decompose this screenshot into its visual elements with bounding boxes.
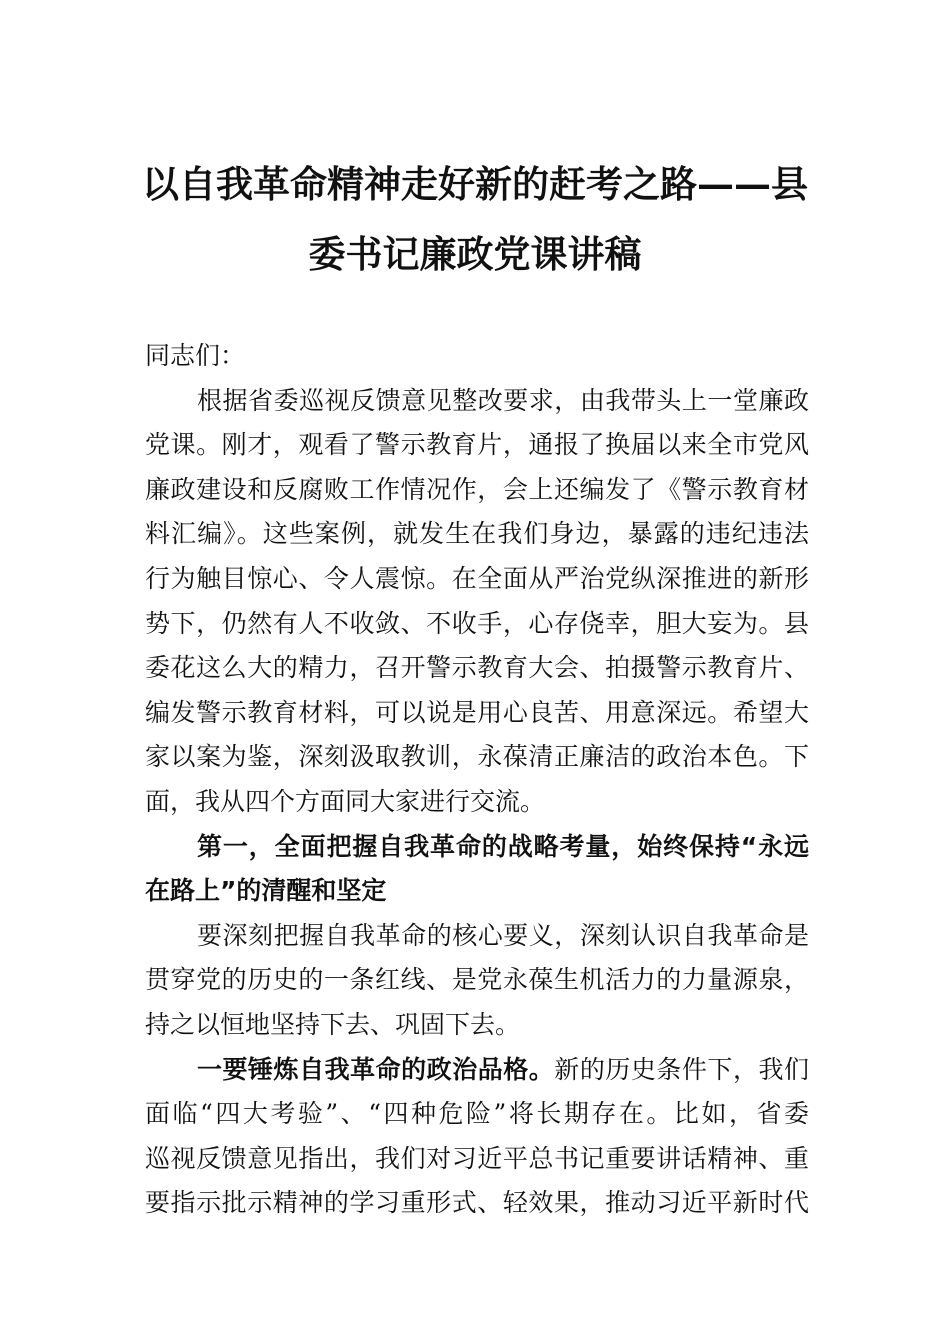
paragraph-1-line: 料汇编》。这些案例，就发生在我们身边，暴露的违纪违法: [145, 519, 809, 549]
paragraph-3-line: [145, 1048, 809, 1093]
paragraph-3-line: 要指示批示精神的学习重形式、轻效果，推动习近平新时代: [145, 1188, 809, 1218]
paragraph-2-line: 要深刻把握自我革命的核心要义，深刻认识自我革命是: [197, 920, 809, 950]
document-body: [145, 334, 809, 1226]
paragraph-1-line: 廉政建设和反腐败工作情况作，会上还编发了《警示教育材: [145, 474, 809, 504]
paragraph-3-line: 面临“四大考验”、“四种危险”将长期存在。比如，省委: [145, 1099, 809, 1129]
section-heading-1-line: 在路上”的清醒和坚定: [145, 876, 387, 906]
section-heading-1-line: 第一，全面把握自我革命的战略考量，始终保持“永远: [197, 831, 809, 861]
paragraph-1-line: 家以案为鉴，深刻汲取教训，永葆清正廉洁的政治本色。下: [145, 742, 809, 772]
document-title-line-1: 以自我革命精神走好新的赶考之路——县: [142, 162, 808, 206]
paragraph-1-line: 党课。刚才，观看了警示教育片，通报了换届以来全市党风: [145, 430, 809, 460]
paragraph-1-line: 根据省委巡视反馈意见整改要求，由我带头上一堂廉政: [197, 385, 809, 415]
paragraph-3-line: 巡视反馈意见指出，我们对习近平总书记重要讲话精神、重: [145, 1143, 809, 1173]
paragraph-1-line: 编发警示教育材料，可以说是用心良苦、用意深远。希望大: [145, 697, 809, 727]
paragraph-1-line: 行为触目惊心、令人震惊。在全面从严治党纵深推进的新形: [145, 563, 809, 593]
paragraph-1-line: 面，我从四个方面同大家进行交流。: [145, 786, 546, 816]
paragraph-2-line: 贯穿党的历史的一条红线、是党永葆生机活力的力量源泉，: [145, 965, 809, 995]
paragraph-3-lead-bold: 一要锤炼自我革命的政治品格。: [197, 1054, 555, 1084]
paragraph-2-line: 持之以恒地坚持下去、巩固下去。: [145, 1009, 521, 1039]
salutation: 同志们：: [145, 341, 246, 370]
paragraph-3-first-rest: 新的历史条件下，我们: [554, 1054, 809, 1084]
document-title-line-2: 委书记廉政党课讲稿: [308, 232, 642, 276]
paragraph-1-line: 委花这么大的精力，召开警示教育大会、拍摄警示教育片、: [145, 653, 809, 683]
paragraph-1-line: 势下，仍然有人不收敛、不收手，心存侥幸，胆大妄为。县: [145, 608, 809, 638]
